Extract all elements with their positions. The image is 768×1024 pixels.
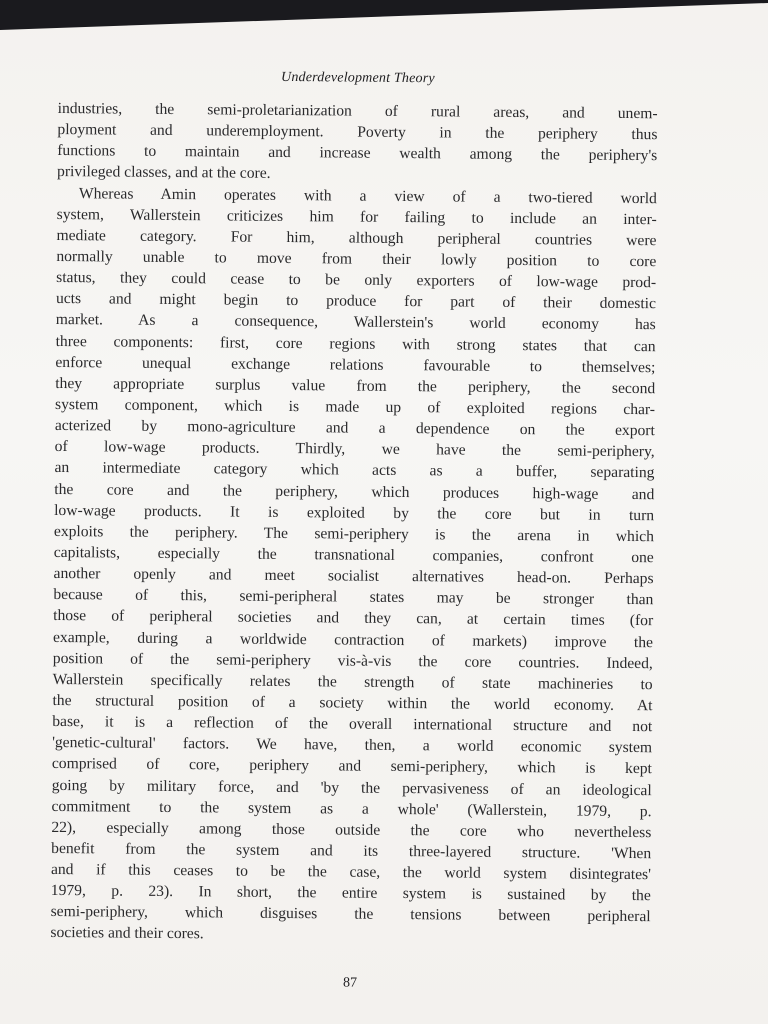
text-line: Whereas Amin operates with a view of a two-tiered world bbox=[78, 184, 657, 207]
text-line: exploits the periphery. The semi-periphery is the arena in which bbox=[53, 522, 655, 546]
text-line: the structural position of a society within the world economy. At bbox=[52, 691, 653, 715]
text-line: market. As a consequence, Wallerstein's world economy has bbox=[55, 311, 656, 334]
paragraph-1 bbox=[57, 98, 658, 188]
text-line: and if this ceases to be the case, the world system disintegrates' bbox=[50, 861, 652, 884]
text-line: the core and the periphery, which produces high-wage and bbox=[54, 480, 655, 503]
text-line: mediate category. For him, although peripheral countries were bbox=[56, 226, 657, 250]
text-line: commitment to the system as a whole' (Wallerstein, 1979, p. bbox=[51, 797, 652, 820]
text-line: ployment and underemployment. Poverty in the periphery thus bbox=[57, 121, 658, 144]
text-line: example, during a worldwide contraction of markets) improve the bbox=[52, 628, 654, 651]
text-line: ucts and might begin to produce for part of their domestic bbox=[55, 290, 657, 313]
body-text bbox=[50, 98, 657, 949]
paragraph-2 bbox=[50, 183, 657, 949]
text-line: 22), especially among those outside the core who nevertheless bbox=[51, 818, 652, 841]
book-page bbox=[50, 68, 658, 1013]
text-line: system, Wallerstein criticizes him for failing to include an inter- bbox=[56, 205, 657, 228]
text-line: going by military force, and 'by the pervasiveness of an ideological bbox=[51, 776, 652, 799]
running-head: Underdevelopment Theory bbox=[280, 69, 435, 87]
text-line: enforce unequal exchange relations favourable to themselves; bbox=[55, 353, 656, 376]
text-line: privileged classes, and at the core. bbox=[57, 163, 271, 183]
text-line: Wallerstein specifically relates the strength of state machineries to bbox=[52, 670, 653, 694]
text-line: capitalists, especially the transnational companies, confront one bbox=[53, 543, 654, 567]
text-line: because of this, semi-peripheral states may be stronger than bbox=[53, 586, 654, 609]
text-line: comprised of core, periphery and semi-periphery, which is kept bbox=[51, 755, 652, 778]
text-line: functions to maintain and increase wealth among the periphery's bbox=[57, 142, 658, 165]
text-line: semi-periphery, which disguises the tensions between peripheral bbox=[50, 903, 651, 926]
page-number: 87 bbox=[342, 975, 358, 991]
text-line: another openly and meet socialist alternatives head-on. Perhaps bbox=[53, 565, 654, 588]
text-line: benefit from the system and its three-layered structure. 'When bbox=[51, 839, 652, 863]
text-line: base, it is a reflection of the overall international structure and not bbox=[52, 713, 653, 736]
text-line: status, they could cease to be only exporters of low-wage prod- bbox=[56, 269, 657, 292]
text-line: of low-wage products. Thirdly, we have the semi-periphery, bbox=[54, 438, 655, 461]
text-line: 'genetic-cultural' factors. We have, then, a world economic system bbox=[52, 734, 653, 757]
text-line: position of the semi-periphery vis-à-vis the core countries. Indeed, bbox=[52, 649, 653, 672]
background-edge bbox=[0, 0, 768, 30]
text-line: three components: first, core regions with strong states that can bbox=[55, 332, 656, 355]
text-line: societies and their cores. bbox=[50, 924, 204, 943]
text-line: an intermediate category which acts as a buffer, separating bbox=[54, 459, 655, 482]
text-line: they appropriate surplus value from the periphery, the second bbox=[55, 374, 656, 398]
text-line: those of peripheral societies and they can, at certain times (for bbox=[53, 607, 654, 630]
text-line: system component, which is made up of exploited regions char- bbox=[54, 395, 656, 419]
text-line: 1979, p. 23). In short, the entire system is sustained by the bbox=[50, 882, 651, 905]
text-line: low-wage products. It is exploited by the core but in turn bbox=[54, 501, 655, 524]
text-line: industries, the semi-proletarianization of rural areas, and unem- bbox=[57, 99, 658, 123]
text-line: acterized by mono-agriculture and a dependence on the export bbox=[54, 417, 655, 440]
text-line: normally unable to move from their lowly position to core bbox=[56, 247, 657, 271]
